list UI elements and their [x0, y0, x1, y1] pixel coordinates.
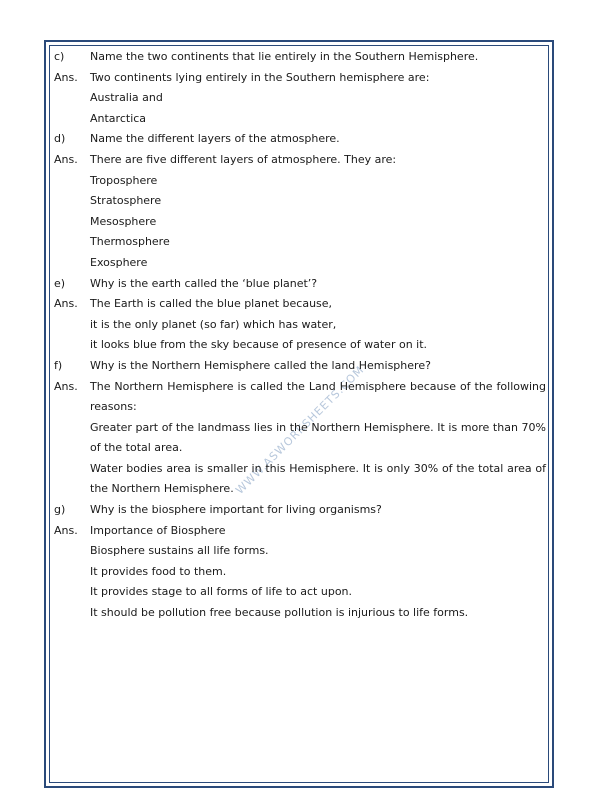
answer-label: Ans.: [54, 379, 78, 393]
question-label: e): [54, 276, 66, 290]
question-text: Why is the Northern Hemisphere called the land Hemisphere?: [90, 358, 431, 372]
question-text: Why is the earth called the ‘blue planet’?: [90, 276, 318, 290]
answer-intro: Two continents lying entirely in the Southern hemisphere are:: [90, 70, 430, 84]
answer-label: Ans.: [54, 297, 78, 311]
answer-row: [54, 68, 546, 89]
answer-line: Biosphere sustains all life forms.: [90, 544, 269, 558]
answer-label: Ans.: [54, 70, 78, 84]
question-text: Why is the biosphere important for living organisms?: [90, 503, 382, 517]
answer-line: Mesosphere: [90, 214, 157, 228]
question-label: f): [54, 358, 63, 372]
answer-line: it looks blue from the sky because of presence of water on it.: [90, 338, 428, 352]
answer-row: [54, 294, 546, 315]
answer-line: it is the only planet (so far) which has water,: [90, 317, 337, 331]
answer-label: Ans.: [54, 152, 78, 166]
question-row: [54, 274, 546, 295]
answer-line: reasons:: [90, 400, 137, 414]
answer-line: Exosphere: [90, 255, 148, 269]
worksheet-content: [54, 47, 546, 624]
answer-row: [54, 377, 546, 398]
answer-intro: Importance of Biosphere: [90, 523, 226, 537]
answer-line: It provides food to them.: [90, 564, 227, 578]
question-label: c): [54, 50, 65, 63]
answer-line: It should be pollution free because pollution is injurious to life forms.: [90, 606, 469, 620]
answer-line: Stratosphere: [90, 194, 162, 208]
answer-intro: The Northern Hemisphere is called the Land Hemisphere because of the following: [90, 379, 546, 393]
answer-line: Antarctica: [90, 111, 147, 125]
answer-intro: There are five different layers of atmosphere. They are:: [90, 152, 397, 166]
answer-line: Troposphere: [90, 173, 158, 187]
answer-line: Water bodies area is smaller in this Hemisphere. It is only 30% of the total area of: [90, 461, 546, 475]
answer-row: [54, 150, 546, 171]
question-row: [54, 500, 546, 521]
answer-line: Thermosphere: [90, 235, 170, 249]
question-row: [54, 129, 546, 150]
answer-line: It provides stage to all forms of life to act upon.: [90, 585, 353, 599]
answer-line: the Northern Hemisphere.: [90, 482, 234, 496]
answer-row: [54, 521, 546, 542]
question-text: Name the different layers of the atmosphere.: [90, 132, 340, 146]
answer-line: of the total area.: [90, 441, 183, 455]
answer-intro: The Earth is called the blue planet because,: [90, 297, 333, 311]
answer-label: Ans.: [54, 523, 78, 537]
question-label: d): [54, 132, 66, 146]
question-text: Name the two continents that lie entirely in the Southern Hemisphere.: [90, 50, 479, 63]
answer-line: Australia and: [90, 91, 163, 105]
question-row: [54, 47, 546, 68]
watermark: WWW.ASWORKSHEETS.COM: [233, 363, 367, 497]
question-label: g): [54, 503, 66, 517]
question-row: [54, 356, 546, 377]
answer-line: Greater part of the landmass lies in the Northern Hemisphere. It is more than 70%: [90, 420, 546, 434]
